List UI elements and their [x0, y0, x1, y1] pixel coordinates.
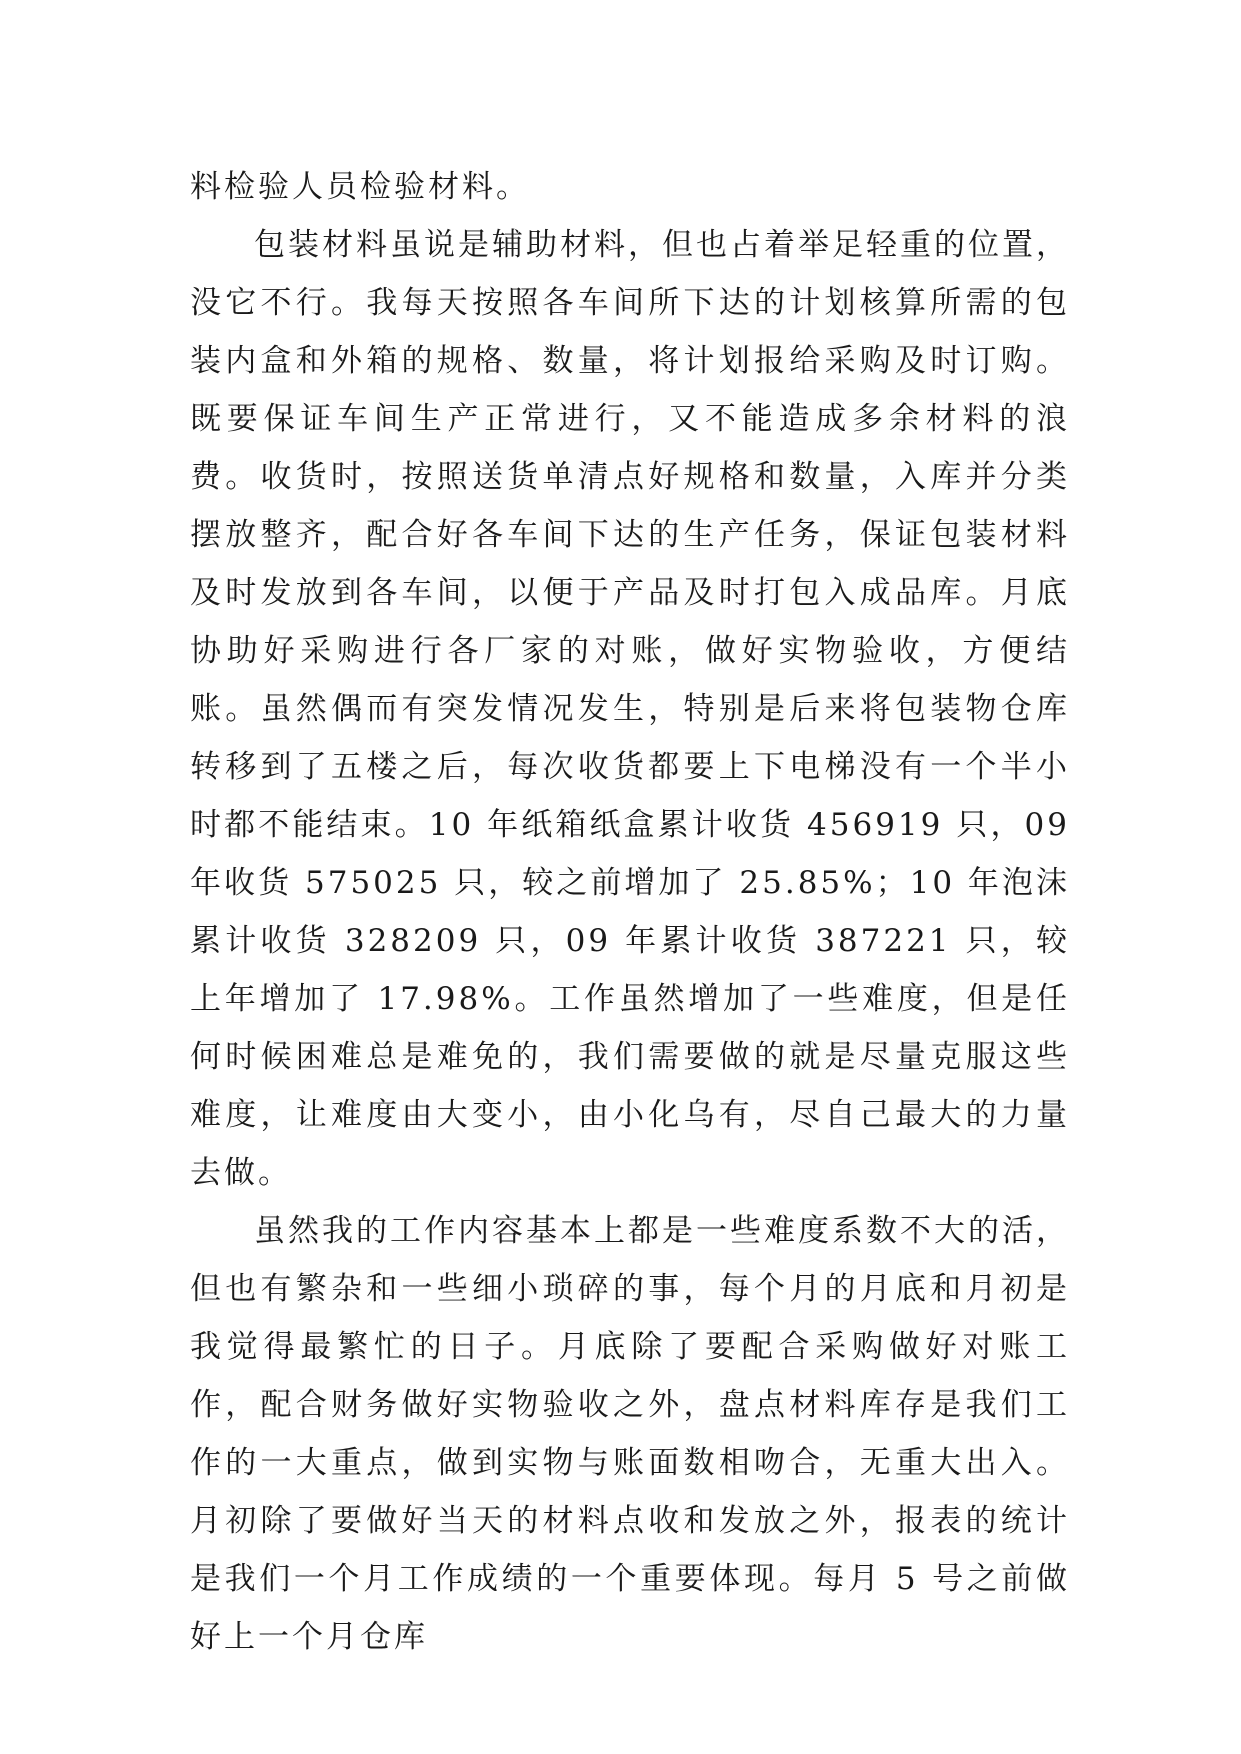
paragraph-monthly-work: 虽然我的工作内容基本上都是一些难度系数不大的活，但也有繁杂和一些细小琐碎的事，每个月的月底和月初是我觉得最繁忙的日子。月底除了要配合采购做好对账工作，配合财务做好实物验收之外，盘点材料库存是我们工作的一大重点，做到实物与账面数相吻合，无重大出入。月初除了要做好当天的材料点收和发放之外，报表的统计是我们一个月工作成绩的一个重要体现。每月 5 号之前做好上一个月仓库: [190, 1213, 1070, 1655]
paragraph-continued: 料检验人员检验材料。: [190, 169, 530, 205]
paragraph-packaging-materials: 包装材料虽说是辅助材料，但也占着举足轻重的位置，没它不行。我每天按照各车间所下达的计划核算所需的包装内盒和外箱的规格、数量，将计划报给采购及时订购。既要保证车间生产正常进行，又不能造成多余材料的浪费。收货时，按照送货单清点好规格和数量，入库并分类摆放整齐，配合好各车间下达的生产任务，保证包装材料及时发放到各车间，以便于产品及时打包入成品库。月底协助好采购进行各厂家的对账，做好实物验收，方便结账。虽然偶而有突发情况发生，特别是后来将包装物仓库转移到了五楼之后，每次收货都要上下电梯没有一个半小时都不能结束。10 年纸箱纸盒累计收货 456919 只，09 年收货 575025 只，较之前增加了 25.85%；10 年泡沫累计收货 328209 只，09 年累计收货 387221 只，较上年增加了 17.98%。工作虽然增加了一些难度，但是任何时候困难总是难免的，我们需要做的就是尽量克服这些难度，让难度由大变小，由小化乌有，尽自己最大的力量去做。: [190, 227, 1070, 1191]
document-body: [190, 158, 1070, 1666]
